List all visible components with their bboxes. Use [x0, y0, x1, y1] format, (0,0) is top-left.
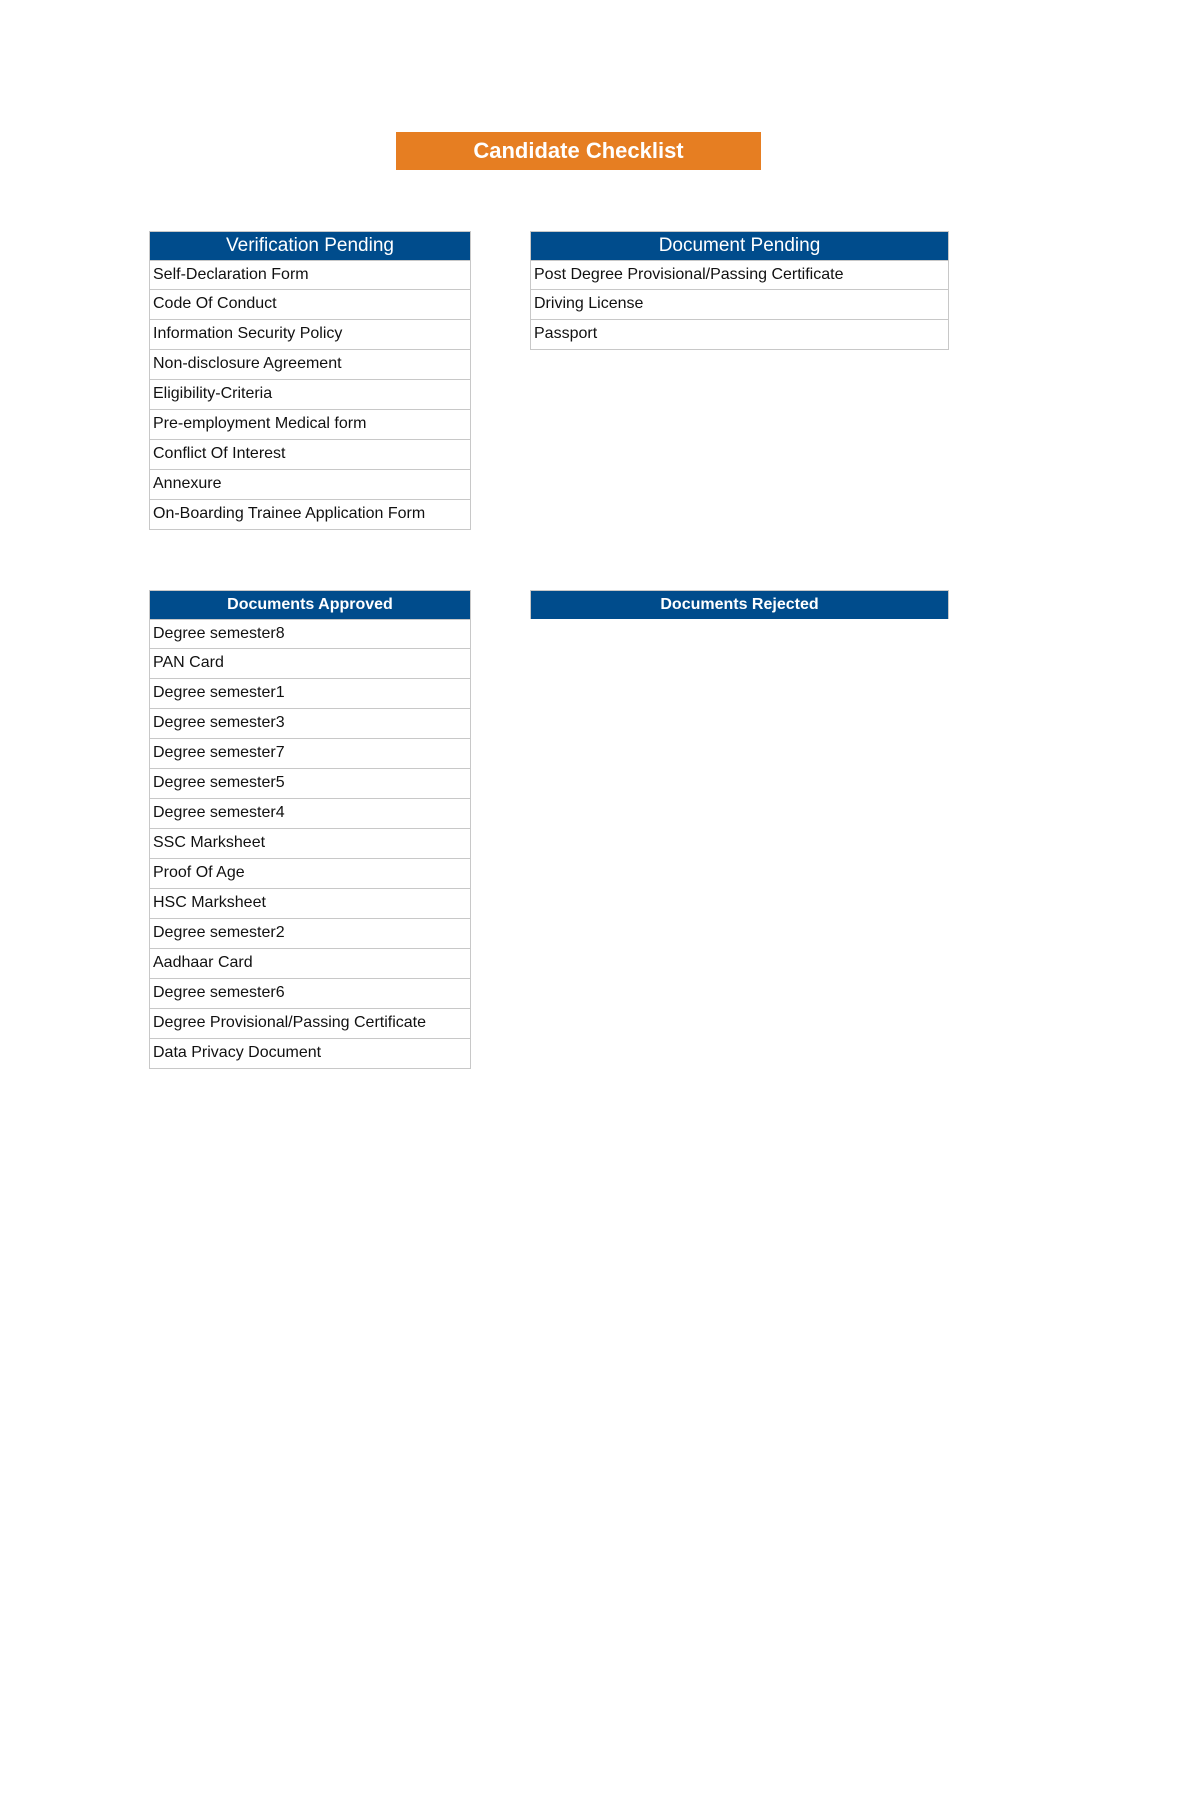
documents-approved-panel: [149, 590, 471, 1069]
list-item: Degree semester3: [149, 709, 471, 739]
list-item: Information Security Policy: [149, 320, 471, 350]
list-item: Degree semester5: [149, 769, 471, 799]
list-item: Annexure: [149, 470, 471, 500]
list-item: Degree semester6: [149, 979, 471, 1009]
document-pending-list: [530, 260, 949, 350]
list-item: Code Of Conduct: [149, 290, 471, 320]
verification-pending-header: Verification Pending: [149, 231, 471, 260]
list-item: Post Degree Provisional/Passing Certificate: [530, 260, 949, 290]
list-item: Passport: [530, 320, 949, 350]
list-item: Data Privacy Document: [149, 1039, 471, 1069]
list-item: Degree semester7: [149, 739, 471, 769]
documents-rejected-header: Documents Rejected: [530, 590, 949, 619]
document-pending-header: Document Pending: [530, 231, 949, 260]
verification-pending-list: [149, 260, 471, 530]
list-item: PAN Card: [149, 649, 471, 679]
documents-approved-list: [149, 619, 471, 1069]
list-item: Degree semester4: [149, 799, 471, 829]
list-item: SSC Marksheet: [149, 829, 471, 859]
list-item: Proof Of Age: [149, 859, 471, 889]
list-item: Degree semester8: [149, 619, 471, 649]
documents-rejected-panel: [530, 590, 949, 619]
list-item: Non-disclosure Agreement: [149, 350, 471, 380]
list-item: Pre-employment Medical form: [149, 410, 471, 440]
list-item: Aadhaar Card: [149, 949, 471, 979]
list-item: Self-Declaration Form: [149, 260, 471, 290]
list-item: Conflict Of Interest: [149, 440, 471, 470]
list-item: Degree semester1: [149, 679, 471, 709]
documents-approved-header: Documents Approved: [149, 590, 471, 619]
page-title: Candidate Checklist: [396, 132, 761, 170]
list-item: Driving License: [530, 290, 949, 320]
list-item: On-Boarding Trainee Application Form: [149, 500, 471, 530]
verification-pending-panel: [149, 231, 471, 530]
document-pending-panel: [530, 231, 949, 350]
list-item: HSC Marksheet: [149, 889, 471, 919]
list-item: Eligibility-Criteria: [149, 380, 471, 410]
list-item: Degree Provisional/Passing Certificate: [149, 1009, 471, 1039]
list-item: Degree semester2: [149, 919, 471, 949]
